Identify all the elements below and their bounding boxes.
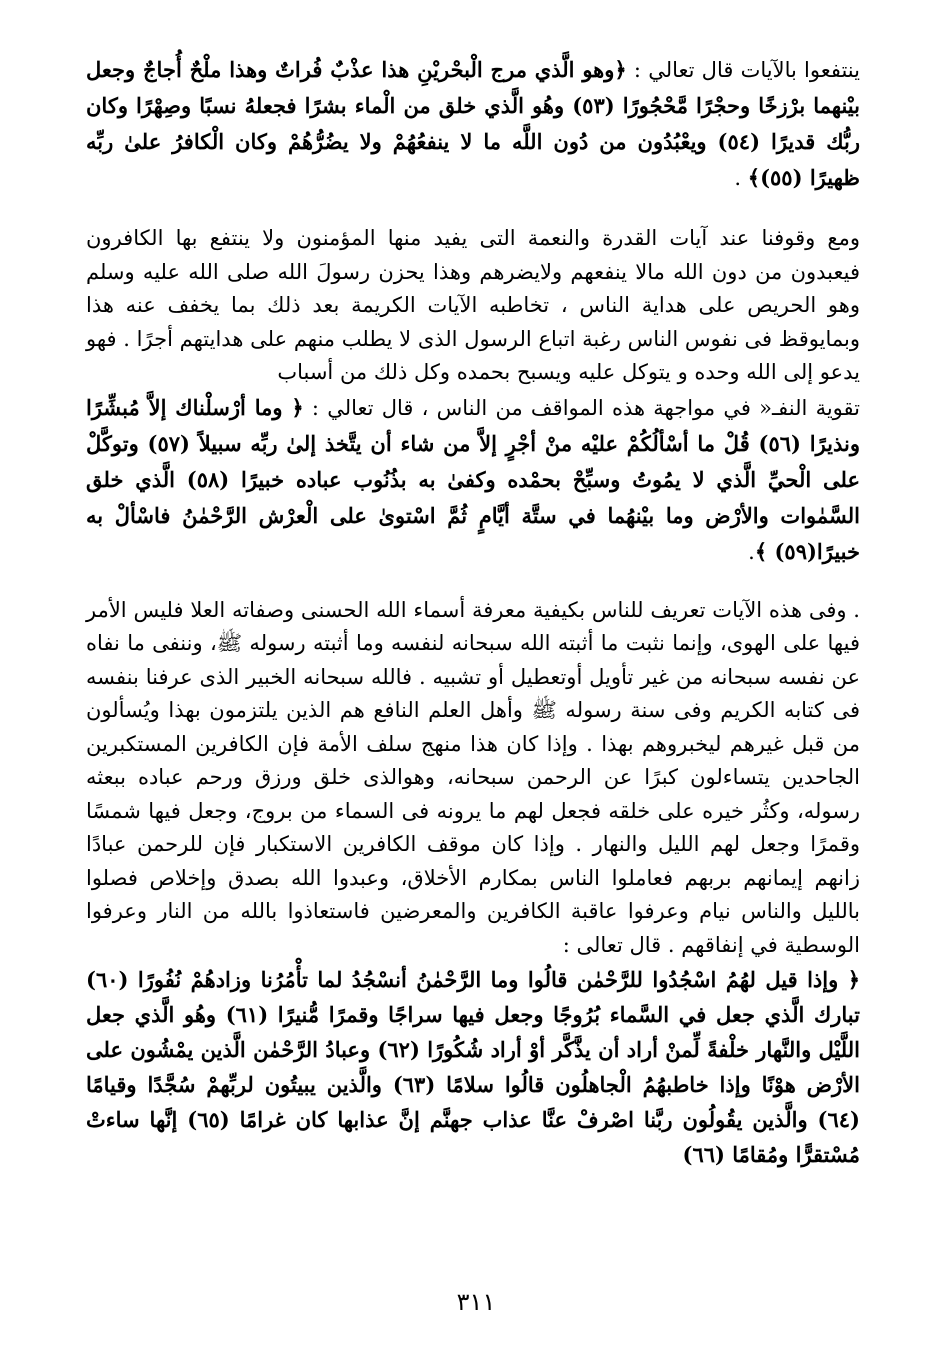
paragraph-verses-53-55 bbox=[86, 52, 860, 196]
quran-verses: ﴿ وما أرْسلْناك إلاَّ مُبشِّرًا ونذيرًا (٥٦) قُلْ ما أسْألُكُمْ عليْه منْ أجْرٍ إلاَّ من شاء أن يتَّخذ إلىٰ ربِّه سبيلاً (٥٧) وتوكَّلْ على الْحيِّ الَّذي لا يمُوتُ وسبِّحْ بحمْده وكفىٰ به بذُنُوب عباده خبيرًا (٥٨) الَّذي خلق السَّمٰوات والأرْض وما بيْنهُما في ستَّة أيَّامٍ ثُمَّ اسْتوىٰ على الْعرْش الرَّحْمٰنُ فاسْألْ به خبيرًا(٥٩) ﴾ bbox=[86, 394, 861, 564]
paragraph-verses-60-66: ﴿ وإذا قيل لهُمُ اسْجُدُوا للرَّحْمٰن قالُوا وما الرَّحْمٰنُ أنسْجُدُ لما تأْمُرُنا وزادهُمْ نُفُورًا (٦٠) تبارك الَّذي جعل في السَّماء بُرُوجًا وجعل فيها سراجًا وقمرًا مُّنيرًا (٦١) وهُو الَّذي جعل اللَّيْل والنَّهار خلْفةً لِّمنْ أراد أن يذَّكَّر أوْ أراد شُكُورًا (٦٢) وعبادُ الرَّحْمٰن الَّذين يمْشُون على الأرْض هوْنًا وإذا خاطبهُمُ الْجاهلُون قالُوا سلامًا (٦٣) والَّذين يبيتُون لربِّهمْ سُجَّدًا وقيامًا (٦٤) والَّذين يقُولُون ربَّنا اصْرفْ عنَّا عذاب جهنَّم إنَّ عذابها كان غرامًا (٦٥) إنَّها ساءتْ مُسْتقرًّا ومُقامًا (٦٦) bbox=[86, 967, 860, 1167]
paragraph-spacer bbox=[86, 196, 860, 222]
paragraph-spacer bbox=[86, 570, 860, 594]
paragraph-intro: تقوية النفـ« في مواجهة هذه المواقف من الناس ، قال تعالي : bbox=[303, 395, 860, 420]
page-number: ٣١١ bbox=[456, 1288, 496, 1316]
paragraph-intro: ينتفعوا بالآيات قال تعالي : bbox=[626, 58, 860, 82]
paragraph-verses-56-59 bbox=[86, 390, 860, 570]
paragraph-tail: . bbox=[748, 539, 755, 564]
paragraph-commentary-1: ومع وقوفنا عند آيات القدرة والنعمة التى يفيد منها المؤمنون ولا ينتفع بها الكافرون فيعبدون من دون الله مالا ينفعهم ولايضرهم وهذا يحزن رسولَ الله صلى الله عليه وسلم وهو الحريص على هداية الناس ، تخاطبه الآيات الكريمة بعد ذلك بما يخفف عنه هذا وبمايوقظ فى نفوس الناس رغبة اتباع الرسول الذى لا يطلب منهم على هدايتهم أجرًا . فهو يدعو إلى الله وحده و يتوكل عليه ويسبح بحمده وكل ذلك من أسباب bbox=[86, 226, 861, 384]
paragraph-commentary-2: . وفى هذه الآيات تعريف للناس بكيفية معرفة أسماء الله الحسنى وصفاته العلا فليس الأمر فيها على الهوى، وإنما نثبت ما أثبته الله سبحانه لنفسه وما أثبته رسوله ﷺ، وننفى ما نفاه عن نفسه سبحانه من غير تأويل أوتعطيل أو تشبيه . فالله سبحانه الخبير الذى عرفنا بنفسه فى كتابه الكريم وفى سنة رسوله ﷺ وأهل العلم النافع هم الذين يلتزمون بهذا ويُسألون من قبل غيرهم ليخبروهم بهذا . وإذا كان هذا منهج سلف الأمة فإن الكافرين المستكبرين الجاحدين يتساءلون كبرًا عن الرحمن سبحانه، وهوالذى خلق ورزق ورحم عباده ببعثه رسوله، وكثُر خيره على خلقه فجعل لهم ما يرونه فى السماء من بروج، وجعل فيها شمسًا وقمرًا وجعل لهم الليل والنهار . وإذا كان موقف الكافرين الاستكبار فإن للرحمن عبادًا زانهم إيمانهم بربهم فعاملوا الناس بمكارم الأخلاق، وعبدوا الله بصدق وإخلاص فصلوا بالليل والناس نيام وعرفوا عاقبة الكافرين والمعرضين فاستعاذوا بالله من النار وعرفوا الوسطية في إنفاقهم . قال تعالى : bbox=[86, 597, 860, 957]
quran-verses: ﴿وهو الَّذي مرج الْبحْريْنِ هذا عذْبٌ فُراتٌ وهذا ملْحٌ أُجاجٌ وجعل بيْنهما برْزخًا وحجْرًا مَّحْجُورًا (٥٣) وهُو الَّذي خلق من الْماء بشرًا فجعلهُ نسبًا وصِهْرًا وكان ربُّك قديرًا (٥٤) ويعْبُدُون من دُون اللَّه ما لا ينفعُهُمْ ولا يضُرُّهُمْ وكان الْكافرُ علىٰ ربِّه ظهيرًا (٥٥)﴾ bbox=[86, 57, 860, 190]
paragraph-tail: . bbox=[734, 166, 748, 190]
page-body bbox=[86, 52, 860, 1172]
